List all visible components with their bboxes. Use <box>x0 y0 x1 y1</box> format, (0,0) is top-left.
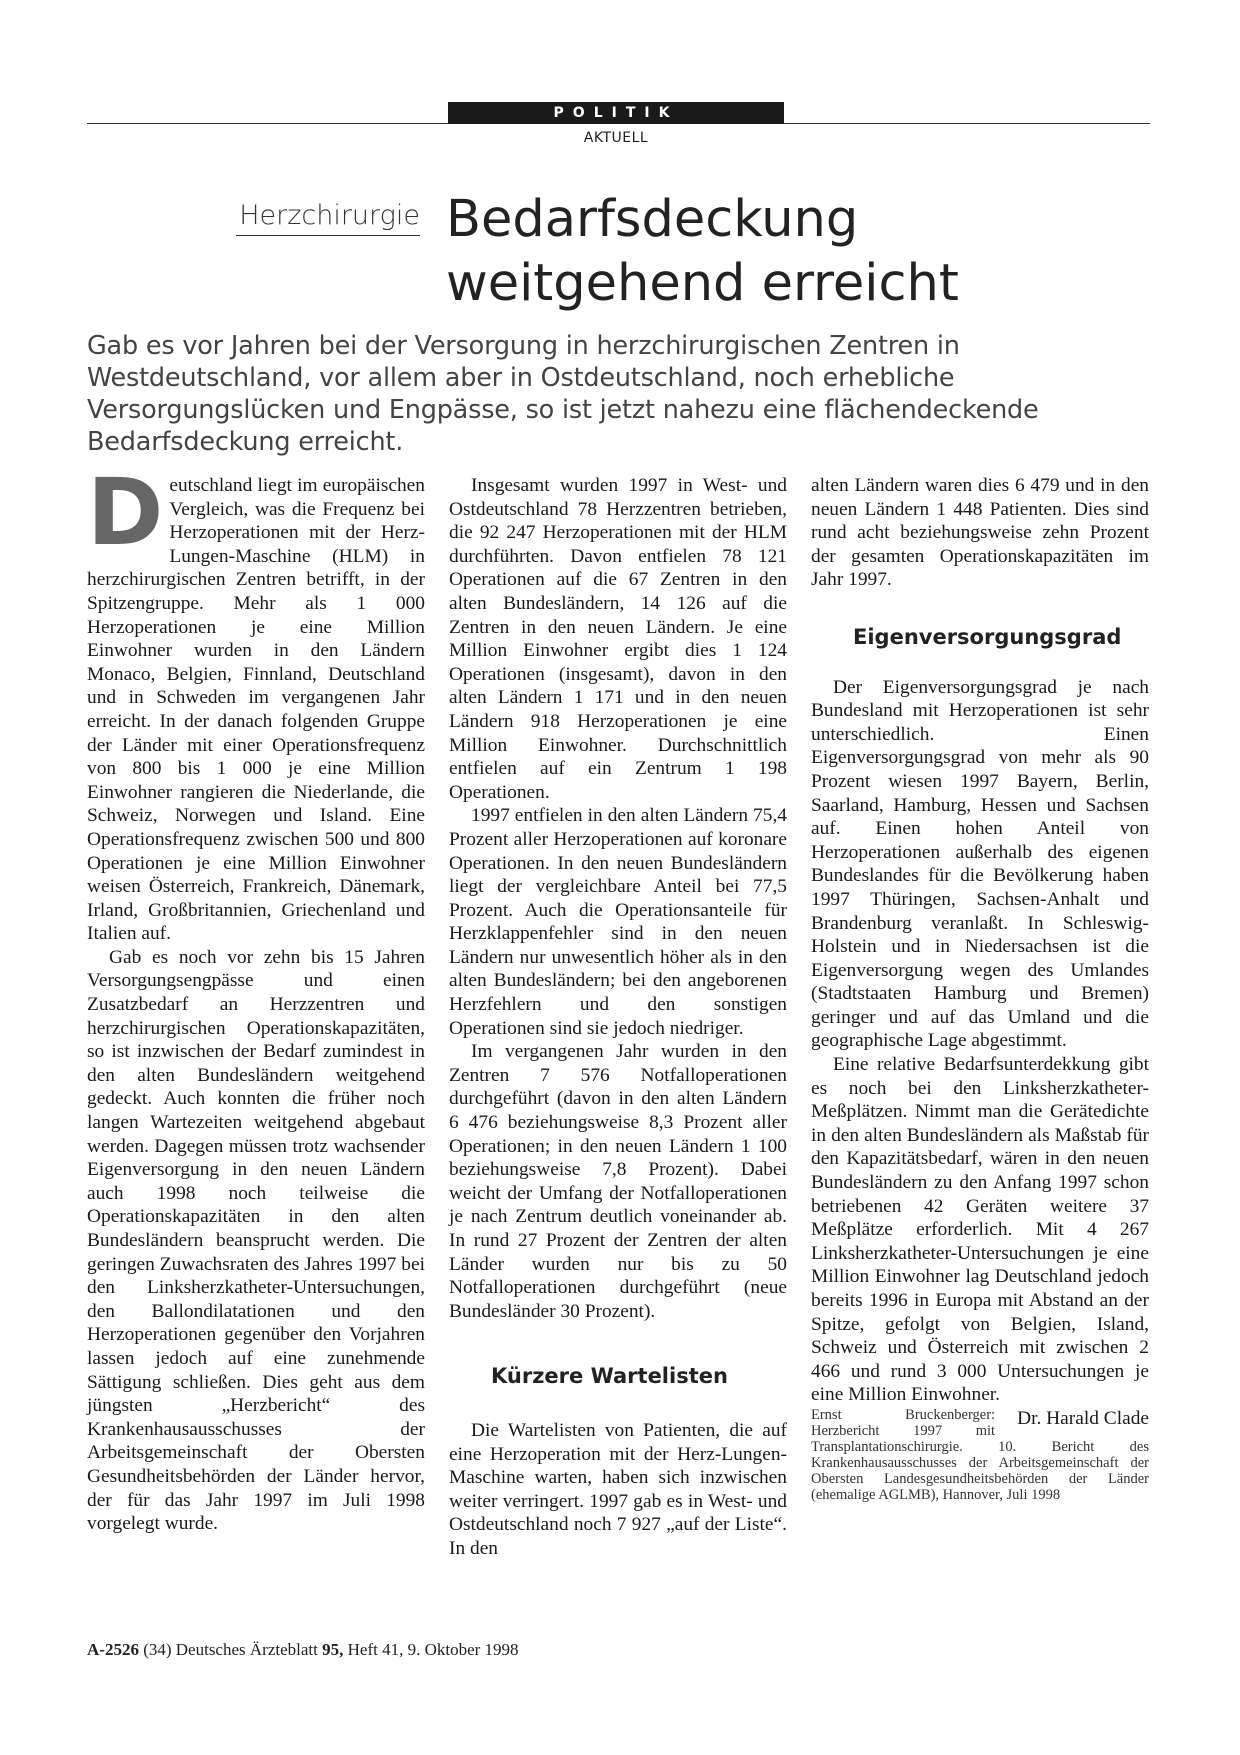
paragraph: alten Ländern waren dies 6 479 und in den neuen Ländern 1 448 Patienten. Dies sind rund acht beziehungsweise zehn Prozent der gesamten Operationskapazitäten im Jahr 1997. <box>811 475 1149 591</box>
paragraph-text: Eine relative Bedarfsunterdekkung gibt es noch bei den Linksherzkatheter-Meßplätzen. Nimmt man die Gerätedichte in den alten Bundesländern als Maßstab für den Kapazitätsbedarf, wären in den neuen Bundesländern zu den Anfang 1997 schon betriebenen 42 Geräten weitere 37 Meßplätze erforderlich. Mit 4 267 Linksherzkatheter-Untersuchungen je eine Million Einwohner lag Deutschland jedoch bereits 1996 in Europa mit Abstand an der Spitze, gefolgt von Belgien, Island, Schweiz und Österreich mit zwischen 2 466 und rund 3 000 Untersuchungen je eine Million Einwohner. <box>811 1054 1149 1406</box>
author-name: Dr. Harald Clade <box>1017 1407 1149 1429</box>
article-kicker: Herzchirurgie <box>236 200 420 236</box>
subheading-eigenversorgungsgrad: Eigenversorgungsgrad <box>853 624 1122 649</box>
page-code: A-2526 <box>87 1640 139 1659</box>
headline-line-1: Bedarfsdeckung <box>446 190 859 249</box>
subsection-label: AKTUELL <box>583 130 649 146</box>
paragraph <box>87 459 425 946</box>
footer-issue-date: Heft 41, 9. Oktober 1998 <box>347 1640 519 1659</box>
paragraph: Insgesamt wurden 1997 in West- und Ostdeutschland 78 Herzzentren betrieben, die 92 247 Herzoperationen mit der HLM durchführten. Davon entfielen 78 121 Operationen auf die 67 Zentren in den alten Bundesländern, 14 126 auf die Zentren in den neuen Ländern. Je eine Million Einwohner ergibt dies 1 124 Operationen (insgesamt), davon in den alten Ländern 1 171 und in den neuen Ländern 918 Herzoperationen je eine Million Einwohner. Durchschnittlich entfielen auf ein Zentrum 1 198 Operationen. <box>449 475 787 803</box>
paragraph: Im vergangenen Jahr wurden in den Zentren 7 576 Notfalloperationen durchgeführt (davon in den alten Ländern 6 476 beziehungsweise 8,3 Prozent aller Operationen; in den neuen Ländern 1 100 beziehungsweise 7,8 Prozent). Dabei weicht der Umfang der Notfalloperationen je nach Zentrum deutlich voneinander ab. In rund 27 Prozent der Zentren der alten Länder wurden nur bis zu 50 Notfalloperationen durchgeführt (neue Bundesländer 30 Prozent). <box>449 1041 787 1322</box>
paragraph: 1997 entfielen in den alten Ländern 75,4 Prozent aller Herzoperationen auf koronare Operationen. In den neuen Bundesländern liegt der vergleichbare Anteil bei 77,5 Prozent. Auch die Operationsanteile für Herzklappenfehler sind in den neuen Ländern nur unwesentlich höher als in den alten Bundesländern; bei den angeborenen Herzfehlern und den sonstigen Operationen sind sie jedoch niedriger. <box>449 805 787 1039</box>
paragraph: Gab es noch vor zehn bis 15 Jahren Versorgungsengpässe und einen Zusatzbedarf an Herzzentren und herzchirurgischen Operationskapazitäten, so ist inzwischen der Bedarf zumindest in den alten Bundesländern weitgehend gedeckt. Auch konnten die früher noch langen Wartezeiten weitgehend abgebaut werden. Dagegen müssen trotz wachsender Eigenversorgung in den neuen Ländern auch 1998 noch teilweise die Operationskapazitäten in den alten Bundesländern beansprucht werden. Die geringen Zuwachsraten des Jahres 1997 bei den Linksherzkatheter-Untersuchungen, den Ballondilatationen und den Herzoperationen gegenüber den Vorjahren lassen jedoch auf eine zunehmende Sättigung schließen. Dies geht aus dem jüngsten „Herzbericht“ des Krankenhausausschusses der Arbeitsgemeinschaft der Obersten Gesundheitsbehörden der Länder hervor, der für das Jahr 1997 im Juli 1998 vorgelegt wurde. <box>87 946 425 1535</box>
paragraph: Die Wartelisten von Patienten, die auf eine Herzoperation mit der Herz-Lungen-Maschine warten, haben sich inzwischen weiter verringert. 1997 gab es in West- und Ostdeutschland noch 7 927 „auf der Liste“. In den <box>449 1419 787 1559</box>
article-lead: Gab es vor Jahren bei der Versorgung in herzchirurgischen Zentren in Westdeutschland, vor allem aber in Ostdeutschland, noch erhebliche Versorgungslücken und Engpässe, so ist jetzt nahezu eine flächendeckende Bedarfsdeckung erreicht. <box>87 331 1039 457</box>
drop-cap: D <box>87 459 164 566</box>
text-column-2 <box>449 474 787 1561</box>
article-headline <box>446 188 1146 316</box>
footer-volume: 95, <box>322 1640 344 1659</box>
text-column-1 <box>87 459 425 1536</box>
paragraph-text: eutschland liegt im europäischen Vergleich, was die Frequenz bei Herzoperationen mit der Herz-Lungen-Maschine (HLM) in herzchirurgischen Zentren betrifft, in der Spitzengruppe. Mehr als 1 000 Herzoperationen je eine Million Einwohner wurden in den Ländern Monaco, Belgien, Finnland, Deutschland und in Schweden im vergangenen Jahr erreicht. In der danach folgenden Gruppe der Länder mit einer Operationsfrequenz von 800 bis 1 000 je eine Million Einwohner rangieren die Niederlande, die Schweiz, Norwegen und Island. Eine Operationsfrequenz zwischen 500 und 800 Operationen je eine Million Einwohner weisen Österreich, Frankreich, Dänemark, Irland, Großbritannien, Griechenland und Italien auf. <box>87 475 425 945</box>
paragraph <box>811 1053 1149 1429</box>
paragraph: Der Eigenversorgungsgrad je nach Bundesland mit Herzoperationen ist sehr unterschiedlich. Einen Eigenversorgungsgrad von mehr als 90 Prozent wiesen 1997 Bayern, Berlin, Saarland, Hamburg, Hessen und Sachsen auf. Einen hohen Anteil von Herzoperationen außerhalb des eigenen Bundeslandes für die Bevölkerung haben 1997 Thüringen, Sachsen-Anhalt und Brandenburg veranlaßt. In Schleswig-Holstein und in Niedersachsen ist die Eigenversorgung wegen des Umlandes (Stadtstaaten Hamburg und Bremen) geringer und auf das Umland und die geographische Lage abgestimmt. <box>811 676 1149 1052</box>
source-note: Ernst Bruckenberger: Herzbericht 1997 mit Transplantationschirurgie. 10. Bericht des Krankenhausausschusses der Arbeitsgemeinschaft der Obersten Landesgesundheitsbehörden der Länder (ehemalige AGLMB), Hannover, Juli 1998 <box>811 1406 1149 1503</box>
footer-journal: (34) Deutsches Ärzteblatt <box>143 1640 318 1659</box>
headline-line-2: weitgehend erreicht <box>446 254 959 313</box>
text-column-3 <box>811 474 1149 1503</box>
page-footer <box>87 1640 519 1660</box>
section-label: POLITIK <box>448 102 784 124</box>
subheading-wartelisten: Kürzere Wartelisten <box>491 1364 728 1389</box>
